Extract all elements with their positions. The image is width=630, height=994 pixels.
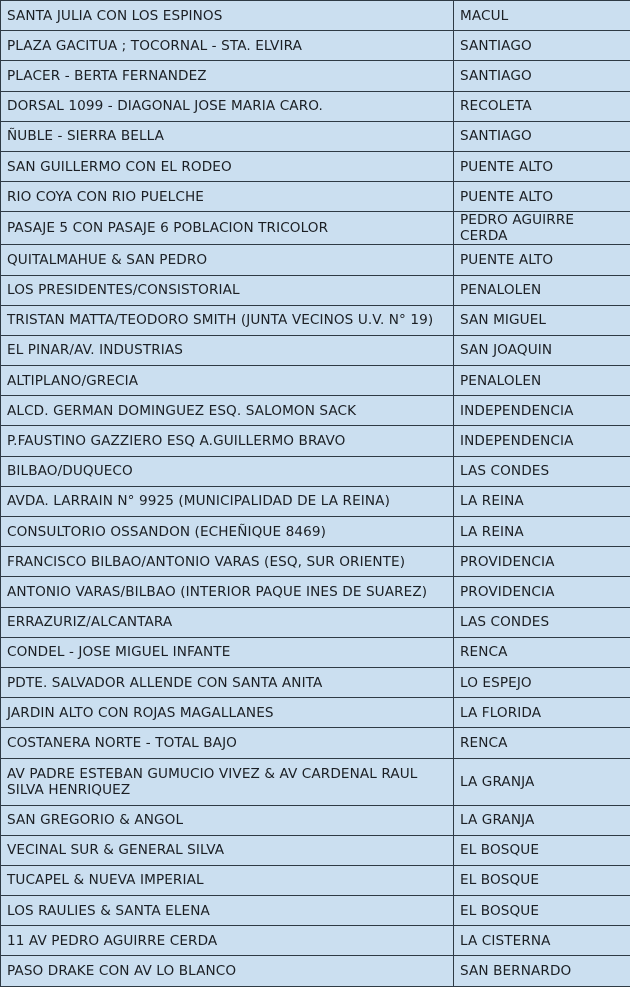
location-cell: VECINAL SUR & GENERAL SILVA <box>1 835 454 865</box>
table-row <box>1 926 630 956</box>
table-row <box>1 728 630 758</box>
commune-cell: SAN JOAQUIN <box>454 335 630 365</box>
commune-cell: LAS CONDES <box>454 607 630 637</box>
table-row <box>1 31 630 61</box>
table-row <box>1 121 630 151</box>
location-cell: PLAZA GACITUA ; TOCORNAL - STA. ELVIRA <box>1 31 454 61</box>
table-row <box>1 366 630 396</box>
location-cell: DORSAL 1099 - DIAGONAL JOSE MARIA CARO. <box>1 91 454 121</box>
table-row <box>1 698 630 728</box>
location-cell: LOS RAULIES & SANTA ELENA <box>1 896 454 926</box>
location-cell: AV PADRE ESTEBAN GUMUCIO VIVEZ & AV CARDENAL RAUL SILVA HENRIQUEZ <box>1 758 454 805</box>
commune-cell: SAN MIGUEL <box>454 305 630 335</box>
table-row <box>1 182 630 212</box>
commune-cell: SANTIAGO <box>454 31 630 61</box>
commune-cell: LA CISTERNA <box>454 926 630 956</box>
location-cell: LOS PRESIDENTES/CONSISTORIAL <box>1 275 454 305</box>
location-cell: ANTONIO VARAS/BILBAO (INTERIOR PAQUE INES DE SUAREZ) <box>1 577 454 607</box>
commune-cell: EL BOSQUE <box>454 835 630 865</box>
location-cell: PASAJE 5 CON PASAJE 6 POBLACION TRICOLOR <box>1 212 454 245</box>
table-row <box>1 275 630 305</box>
table-row <box>1 805 630 835</box>
commune-cell: LA FLORIDA <box>454 698 630 728</box>
table-row <box>1 486 630 516</box>
table-row <box>1 335 630 365</box>
table-row <box>1 151 630 181</box>
commune-cell: EL BOSQUE <box>454 896 630 926</box>
commune-cell: PROVIDENCIA <box>454 547 630 577</box>
commune-cell: EL BOSQUE <box>454 865 630 895</box>
table-row <box>1 835 630 865</box>
location-cell: FRANCISCO BILBAO/ANTONIO VARAS (ESQ, SUR ORIENTE) <box>1 547 454 577</box>
location-cell: COSTANERA NORTE - TOTAL BAJO <box>1 728 454 758</box>
location-cell: P.FAUSTINO GAZZIERO ESQ A.GUILLERMO BRAVO <box>1 426 454 456</box>
commune-cell: LO ESPEJO <box>454 667 630 697</box>
commune-cell: RECOLETA <box>454 91 630 121</box>
location-cell: QUITALMAHUE & SAN PEDRO <box>1 245 454 275</box>
table-row <box>1 607 630 637</box>
table-row <box>1 577 630 607</box>
commune-cell: LA REINA <box>454 517 630 547</box>
commune-cell: MACUL <box>454 1 630 31</box>
commune-cell: SANTIAGO <box>454 61 630 91</box>
location-cell: PASO DRAKE CON AV LO BLANCO <box>1 956 454 986</box>
table-row <box>1 637 630 667</box>
location-cell: PDTE. SALVADOR ALLENDE CON SANTA ANITA <box>1 667 454 697</box>
commune-cell: LA GRANJA <box>454 758 630 805</box>
location-cell: SAN GREGORIO & ANGOL <box>1 805 454 835</box>
location-cell: ALCD. GERMAN DOMINGUEZ ESQ. SALOMON SACK <box>1 396 454 426</box>
table-row <box>1 667 630 697</box>
table-row <box>1 426 630 456</box>
table-row <box>1 956 630 986</box>
table-row <box>1 245 630 275</box>
table-row <box>1 396 630 426</box>
table-row <box>1 212 630 245</box>
commune-cell: PENALOLEN <box>454 366 630 396</box>
location-cell: CONSULTORIO OSSANDON (ECHEÑIQUE 8469) <box>1 517 454 547</box>
commune-cell: LA REINA <box>454 486 630 516</box>
commune-cell: PUENTE ALTO <box>454 245 630 275</box>
table-row <box>1 305 630 335</box>
table-body <box>1 1 630 987</box>
commune-cell: RENCA <box>454 637 630 667</box>
location-cell: TUCAPEL & NUEVA IMPERIAL <box>1 865 454 895</box>
location-cell: 11 AV PEDRO AGUIRRE CERDA <box>1 926 454 956</box>
location-cell: ERRAZURIZ/ALCANTARA <box>1 607 454 637</box>
location-cell: BILBAO/DUQUECO <box>1 456 454 486</box>
table-row <box>1 517 630 547</box>
commune-cell: PUENTE ALTO <box>454 182 630 212</box>
commune-cell: SAN BERNARDO <box>454 956 630 986</box>
commune-cell: PROVIDENCIA <box>454 577 630 607</box>
location-cell: PLACER - BERTA FERNANDEZ <box>1 61 454 91</box>
table-row <box>1 1 630 31</box>
location-cell: JARDIN ALTO CON ROJAS MAGALLANES <box>1 698 454 728</box>
location-cell: AVDA. LARRAIN N° 9925 (MUNICIPALIDAD DE LA REINA) <box>1 486 454 516</box>
table-row <box>1 456 630 486</box>
table-row <box>1 896 630 926</box>
table-row <box>1 547 630 577</box>
commune-cell: INDEPENDENCIA <box>454 426 630 456</box>
location-cell: SAN GUILLERMO CON EL RODEO <box>1 151 454 181</box>
commune-cell: PUENTE ALTO <box>454 151 630 181</box>
location-cell: TRISTAN MATTA/TEODORO SMITH (JUNTA VECINOS U.V. N° 19) <box>1 305 454 335</box>
table-row <box>1 865 630 895</box>
table-row <box>1 91 630 121</box>
location-cell: ALTIPLANO/GRECIA <box>1 366 454 396</box>
commune-cell: PENALOLEN <box>454 275 630 305</box>
location-cell: EL PINAR/AV. INDUSTRIAS <box>1 335 454 365</box>
commune-cell: SANTIAGO <box>454 121 630 151</box>
commune-cell: INDEPENDENCIA <box>454 396 630 426</box>
commune-cell: LA GRANJA <box>454 805 630 835</box>
commune-cell: PEDRO AGUIRRE CERDA <box>454 212 630 245</box>
commune-cell: RENCA <box>454 728 630 758</box>
table-row <box>1 758 630 805</box>
location-cell: ÑUBLE - SIERRA BELLA <box>1 121 454 151</box>
location-cell: SANTA JULIA CON LOS ESPINOS <box>1 1 454 31</box>
table-row <box>1 61 630 91</box>
commune-cell: LAS CONDES <box>454 456 630 486</box>
location-cell: RIO COYA CON RIO PUELCHE <box>1 182 454 212</box>
location-cell: CONDEL - JOSE MIGUEL INFANTE <box>1 637 454 667</box>
